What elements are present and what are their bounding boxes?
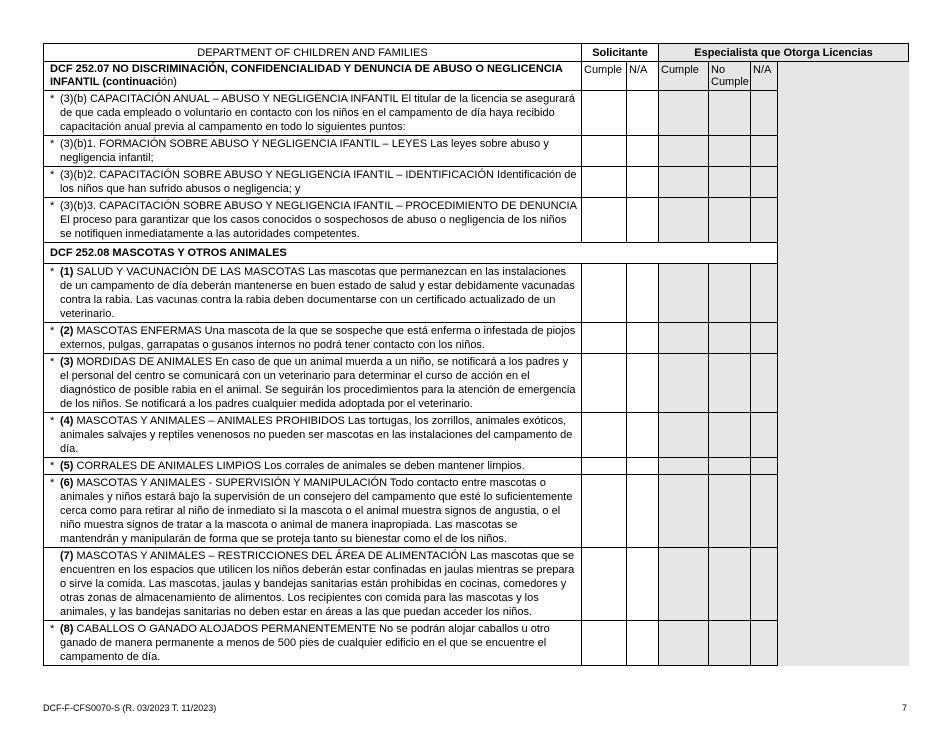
specialist-no-cumple-checkbox[interactable] xyxy=(709,91,751,136)
specialist-na-checkbox[interactable] xyxy=(751,548,778,621)
applicant-cumple-checkbox[interactable] xyxy=(582,264,627,323)
requirement-text: SALUD Y VACUNACIÓN DE LAS MASCOTAS Las mascotas que permanezcan en las instalaciones de un campamento de día deberán mantenerse en buen estado de salud y estar debidamente vacunadas contra la rabia. Las vacunas contra la rabia deben documentarse con un certificado actualizado de un veterinario. xyxy=(60,266,575,320)
rule-number: (4) xyxy=(60,415,74,427)
specialist-na-checkbox[interactable] xyxy=(751,136,778,167)
requirement-text-cell xyxy=(44,458,582,475)
requirement-text-cell xyxy=(44,198,582,243)
specialist-no-cumple-checkbox[interactable] xyxy=(709,475,751,548)
section-title xyxy=(44,62,582,91)
requirement-text-cell xyxy=(44,548,582,621)
applicant-cumple-checkbox[interactable] xyxy=(582,413,627,458)
required-star: * xyxy=(50,200,55,212)
applicant-cumple-checkbox[interactable] xyxy=(582,475,627,548)
checklist-table xyxy=(43,43,909,666)
specialist-cumple-checkbox[interactable] xyxy=(659,458,709,475)
specialist-cumple-checkbox[interactable] xyxy=(659,354,709,413)
requirement-text: MASCOTAS Y ANIMALES – RESTRICCIONES DEL ÁREA DE ALIMENTACIÓN Las mascotas que se encuentren en los espacios que utilicen los niños deberán estar confinadas en jaulas mientras se prepara o sirve la comida. Las mascotas, jaulas y bandejas sanitarias están prohibidas en cocinas, comedores y otras zonas de almacenamiento de alimentos. Los recipientes con comida para las mascotas y los animales, y las bandejas sanitarias no deben estar en áreas a las que puedan acceder los niños. xyxy=(60,550,575,618)
applicant-na-checkbox[interactable] xyxy=(627,323,659,354)
specialist-cumple-checkbox[interactable] xyxy=(659,475,709,548)
required-star: * xyxy=(50,138,55,150)
applicant-na-checkbox[interactable] xyxy=(627,458,659,475)
specialist-no-cumple-checkbox[interactable] xyxy=(709,264,751,323)
specialist-na-checkbox[interactable] xyxy=(751,354,778,413)
applicant-na-checkbox[interactable] xyxy=(627,264,659,323)
required-star: * xyxy=(50,93,55,105)
form-id: DCF-F-CFS0070-S (R. 03/2023 T. 11/2023) xyxy=(43,703,217,713)
page-number: 7 xyxy=(901,703,907,713)
requirement-text-cell xyxy=(44,264,582,323)
required-star: * xyxy=(50,169,55,181)
required-star: * xyxy=(50,266,55,278)
applicant-na-checkbox[interactable] xyxy=(627,354,659,413)
specialist-cumple-checkbox[interactable] xyxy=(659,621,709,666)
rule-number: (3) xyxy=(60,356,74,368)
specialist-no-cumple-checkbox[interactable] xyxy=(709,548,751,621)
requirement-text: (3)(b) CAPACITACIÓN ANUAL – ABUSO Y NEGLIGENCIA INFANTIL El titular de la licencia se asegurará de que cada empleado o voluntario en contacto con los niños en el campamento de día haya recibido capacitación anual previa al campamento en todo lo siguientes puntos: xyxy=(60,93,575,133)
requirement-text: MASCOTAS Y ANIMALES – ANIMALES PROHIBIDOS Las tortugas, los zorrillos, animales exóticos, animales salvajes y reptiles venenosos no pueden ser mascotas en las instalaciones del campamento de día. xyxy=(60,415,573,455)
applicant-na-checkbox[interactable] xyxy=(627,548,659,621)
specialist-no-cumple-checkbox[interactable] xyxy=(709,621,751,666)
requirement-text-cell xyxy=(44,475,582,548)
specialist-cumple-checkbox[interactable] xyxy=(659,548,709,621)
applicant-cumple-checkbox[interactable] xyxy=(582,91,627,136)
applicant-header: Solicitante xyxy=(582,44,659,62)
requirement-text-cell xyxy=(44,621,582,666)
applicant-na-checkbox[interactable] xyxy=(627,136,659,167)
rule-number: (8) xyxy=(60,623,74,635)
requirement-text-cell xyxy=(44,323,582,354)
rule-number: (2) xyxy=(60,325,74,337)
applicant-na-checkbox[interactable] xyxy=(627,621,659,666)
required-star: * xyxy=(50,623,55,635)
requirement-text: MORDIDAS DE ANIMALES En caso de que un animal muerda a un niño, se notificará a los padres y el personal del centro se comunicará con un veterinario para determinar el curso de acción en el diagnóstico de posible rabia en el animal. Se seguirán los procedimientos para la atención de emergencia de los niños. Se notificará a los padres cualquier medida adoptada por el veterinario. xyxy=(60,356,576,410)
requirement-text: CORRALES DE ANIMALES LIMPIOS Los corrales de animales se deben mantener limpios. xyxy=(76,460,525,472)
required-star: * xyxy=(50,356,55,368)
specialist-cumple-checkbox[interactable] xyxy=(659,136,709,167)
requirement-text: (3)(b)1. FORMACIÓN SOBRE ABUSO Y NEGLIGENCIA IFANTIL – LEYES Las leyes sobre abuso y negligencia infantil; xyxy=(60,138,549,164)
specialist-no-cumple-checkbox[interactable] xyxy=(709,136,751,167)
applicant-cumple-checkbox[interactable] xyxy=(582,323,627,354)
department-header: DEPARTMENT OF CHILDREN AND FAMILIES xyxy=(44,44,582,62)
grey-margin xyxy=(778,62,909,666)
required-star: * xyxy=(50,477,55,489)
specialist-na-checkbox[interactable] xyxy=(751,621,778,666)
specialist-na-checkbox[interactable] xyxy=(751,323,778,354)
rule-number: (7) xyxy=(60,550,74,562)
specialist-no-cumple-checkbox[interactable] xyxy=(709,198,751,243)
applicant-na-checkbox[interactable] xyxy=(627,413,659,458)
applicant-cumple-checkbox[interactable] xyxy=(582,136,627,167)
section-title-bold: DCF 252.07 NO DISCRIMINACIÓN, CONFIDENCIALIDAD Y DENUNCIA DE ABUSO O NEGLICENCIA INFANTIL (continuaci xyxy=(50,63,563,88)
specialist-no-cumple-checkbox[interactable] xyxy=(709,413,751,458)
required-star: * xyxy=(50,415,55,427)
requirement-text: MASCOTAS Y ANIMALES - SUPERVISIÓN Y MANIPULACIÓN Todo contacto entre mascotas o animales y niños estará bajo la supervisión de un consejero del campamento que esté lo suficientemente cerca como para retirar al niño de inmediato si la mascota o el animal muestra signos de angustia, o el niño muestra signos de tratar a la mascota o animal de manera inapropiada. Las mascotas se mantendrán y manipularán de forma que se proteja tanto su bienestar como el de los niños. xyxy=(60,477,573,545)
requirement-text: (3)(b)2. CAPACITACIÓN SOBRE ABUSO Y NEGLIGENCIA IFANTIL – IDENTIFICACIÓN Identificación de los niños que han sufrido abusos o negligencia; y xyxy=(60,169,577,195)
specialist-na-checkbox[interactable] xyxy=(751,475,778,548)
specialist-cumple-checkbox[interactable] xyxy=(659,323,709,354)
requirement-text-cell xyxy=(44,91,582,136)
specialist-header: Especialista que Otorga Licencias xyxy=(659,44,909,62)
requirement-text-cell xyxy=(44,136,582,167)
col-specialist-cumple: Cumple xyxy=(659,62,709,91)
applicant-cumple-checkbox[interactable] xyxy=(582,548,627,621)
applicant-na-checkbox[interactable] xyxy=(627,91,659,136)
applicant-cumple-checkbox[interactable] xyxy=(582,167,627,198)
requirement-text: MASCOTAS ENFERMAS Una mascota de la que se sospeche que está enferma o infestada de piojos externos, pulgas, garrapatas o gusanos internos no podrá tener contacto con los niños. xyxy=(60,325,576,351)
section-title: DCF 252.08 MASCOTAS Y OTROS ANIMALES xyxy=(44,243,778,264)
applicant-na-checkbox[interactable] xyxy=(627,198,659,243)
specialist-cumple-checkbox[interactable] xyxy=(659,264,709,323)
specialist-na-checkbox[interactable] xyxy=(751,264,778,323)
rule-number: (5) xyxy=(60,460,74,472)
specialist-na-checkbox[interactable] xyxy=(751,91,778,136)
col-specialist-no-cumple: No Cumple xyxy=(709,62,751,91)
specialist-no-cumple-checkbox[interactable] xyxy=(709,323,751,354)
specialist-cumple-checkbox[interactable] xyxy=(659,167,709,198)
applicant-cumple-checkbox[interactable] xyxy=(582,198,627,243)
specialist-cumple-checkbox[interactable] xyxy=(659,198,709,243)
required-star: * xyxy=(50,460,55,472)
applicant-cumple-checkbox[interactable] xyxy=(582,458,627,475)
specialist-cumple-checkbox[interactable] xyxy=(659,413,709,458)
required-star: * xyxy=(50,325,55,337)
specialist-cumple-checkbox[interactable] xyxy=(659,91,709,136)
specialist-na-checkbox[interactable] xyxy=(751,167,778,198)
specialist-na-checkbox[interactable] xyxy=(751,458,778,475)
requirement-text-cell xyxy=(44,354,582,413)
col-applicant-na: N/A xyxy=(627,62,659,91)
requirement-text-cell xyxy=(44,413,582,458)
requirement-text: (3)(b)3. CAPACITACIÓN SOBRE ABUSO Y NEGLIGENCIA IFANTIL – PROCEDIMIENTO DE DENUNCIA El proceso para garantizar que los casos conocidos o sospechosos de abuso o negligencia de los niños se notifiquen inmediatamente a las autoridades competentes. xyxy=(60,200,577,240)
specialist-no-cumple-checkbox[interactable] xyxy=(709,354,751,413)
applicant-cumple-checkbox[interactable] xyxy=(582,621,627,666)
col-applicant-cumple: Cumple xyxy=(582,62,627,91)
requirement-text: CABALLOS O GANADO ALOJADOS PERMANENTEMENTE No se podrán alojar caballos u otro ganado de manera permanente a menos de 500 pies de cualquier edificio en el que se encuentre el campamento de día. xyxy=(60,623,550,663)
applicant-na-checkbox[interactable] xyxy=(627,167,659,198)
specialist-na-checkbox[interactable] xyxy=(751,413,778,458)
requirement-text-cell xyxy=(44,167,582,198)
section-title-tail: ón) xyxy=(161,76,177,88)
col-specialist-na: N/A xyxy=(751,62,778,91)
applicant-cumple-checkbox[interactable] xyxy=(582,354,627,413)
specialist-no-cumple-checkbox[interactable] xyxy=(709,458,751,475)
specialist-na-checkbox[interactable] xyxy=(751,198,778,243)
rule-number: (6) xyxy=(60,477,74,489)
applicant-na-checkbox[interactable] xyxy=(627,475,659,548)
rule-number: (1) xyxy=(60,266,74,278)
specialist-no-cumple-checkbox[interactable] xyxy=(709,167,751,198)
